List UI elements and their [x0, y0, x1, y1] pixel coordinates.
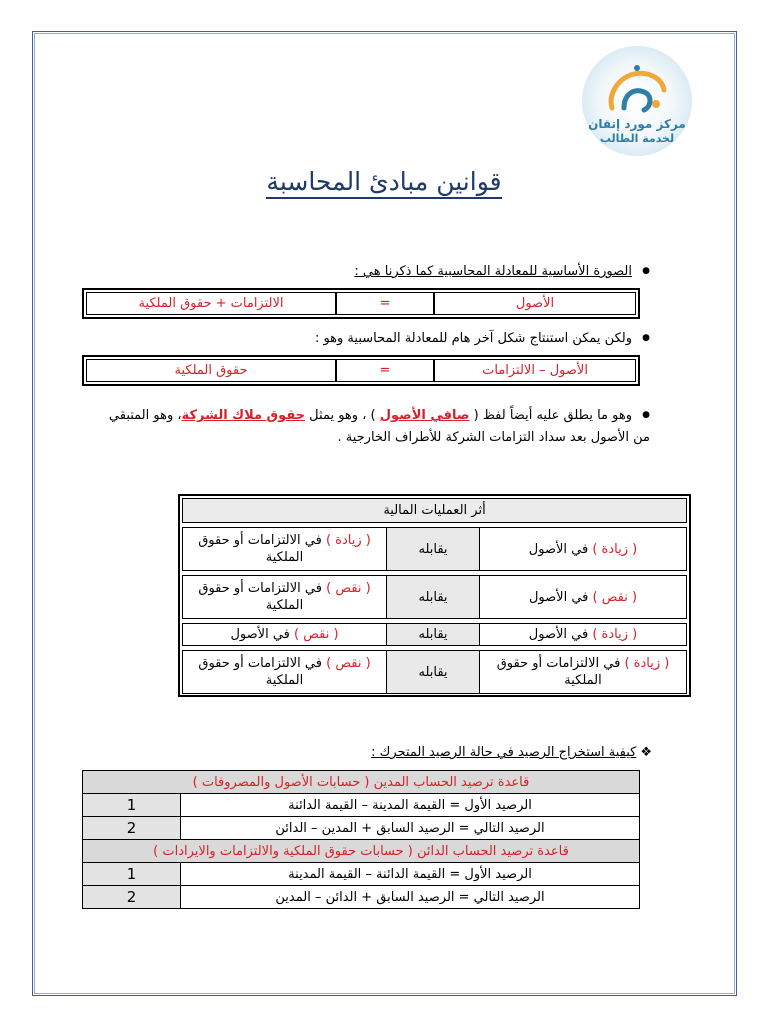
alternate-equation-intro: ● ولكن يمكن استنتاج شكل آخر هام للمعادلة المحاسبية وهو : [315, 331, 650, 346]
logo-calligraphy-icon [604, 64, 670, 116]
equation-intro: ● الصورة الأساسية للمعادلة المحاسبية كما ذكرنا هي : [354, 264, 650, 279]
rule-formula: الرصيد الأول = القيمة المدينة – القيمة الدائنة [181, 794, 640, 817]
basic-equation-table [82, 288, 640, 319]
table-row [182, 575, 687, 619]
equation-assets: الأصول [434, 292, 636, 315]
equation-equals: = [336, 359, 434, 382]
ops-corresponds: يقابله [386, 651, 479, 693]
financial-operations-table [178, 494, 691, 697]
equation-equals: = [336, 292, 434, 315]
table-row [83, 863, 640, 886]
balance-rules-table [82, 770, 640, 909]
table-row [182, 527, 687, 571]
ops-effect: ( نقص ) في الالتزامات أو حقوق الملكية [198, 581, 371, 613]
credit-rule-header: قاعدة ترصيد الحساب الدائن ( حسابات حقوق الملكية والالتزامات والايرادات ) [83, 840, 640, 863]
table-row [83, 771, 640, 794]
rule-number: 1 [83, 863, 181, 886]
net-assets-explanation: ● وهو ما يطلق عليه أيضاً لفظ ( صافي الأصول ) ، وهو يمثل حقوق ملاك الشركة، وهو المتبقي [109, 408, 650, 423]
table-row [83, 840, 640, 863]
logo-tagline: لخدمة الطالب [599, 132, 675, 145]
debit-rule-header: قاعدة ترصيد الحساب المدين ( حسابات الأصول والمصروفات ) [83, 771, 640, 794]
ops-table-header: أثر العمليات المالية [182, 498, 687, 523]
ops-effect: ( نقص ) في الأصول [230, 627, 339, 642]
net-assets-explanation-cont: من الأصول بعد سداد التزامات الشركة للأطراف الخارجية . [337, 430, 650, 445]
diamond-bullet-icon: ❖ [640, 745, 652, 760]
table-row [182, 623, 687, 646]
rule-formula: الرصيد التالي = الرصيد السابق + المدين – الدائن [181, 817, 640, 840]
balance-intro: ❖كيفية استخراج الرصيد في حالة الرصيد المتحرك : [371, 745, 652, 760]
table-row [182, 650, 687, 694]
center-logo [582, 46, 692, 156]
table-row [83, 794, 640, 817]
ops-cause: ( زيادة ) في الأصول [479, 624, 686, 645]
term-owners-rights: حقوق ملاك الشركة [181, 408, 306, 423]
ops-corresponds: يقابله [386, 528, 479, 570]
page-title: قوانين مبادئ المحاسبة [200, 167, 568, 196]
ops-corresponds: يقابله [386, 576, 479, 618]
rule-number: 2 [83, 817, 181, 840]
ops-effect: ( نقص ) في الالتزامات أو حقوق الملكية [198, 656, 371, 688]
alternate-equation-table [82, 355, 640, 386]
table-row [83, 817, 640, 840]
ops-effect: ( زيادة ) في الالتزامات أو حقوق الملكية [198, 533, 371, 565]
rule-number: 1 [83, 794, 181, 817]
rule-number: 2 [83, 886, 181, 909]
equation-net-assets: الأصول – الالتزامات [434, 359, 636, 382]
rule-formula: الرصيد التالي = الرصيد السابق + الدائن – المدين [181, 886, 640, 909]
ops-cause: ( زيادة ) في الأصول [479, 528, 686, 570]
equation-equity: حقوق الملكية [86, 359, 336, 382]
ops-cause: ( نقص ) في الأصول [479, 576, 686, 618]
equation-liabilities-equity: الالتزامات + حقوق الملكية [86, 292, 336, 315]
ops-cause: ( زيادة ) في الالتزامات أو حقوق الملكية [479, 651, 686, 693]
table-row [83, 886, 640, 909]
logo-name: مركز مورد إتقان [588, 117, 686, 131]
ops-corresponds: يقابله [386, 624, 479, 645]
term-net-assets: صافي الأصول [379, 408, 470, 423]
rule-formula: الرصيد الأول = القيمة الدائنة – القيمة المدينة [181, 863, 640, 886]
